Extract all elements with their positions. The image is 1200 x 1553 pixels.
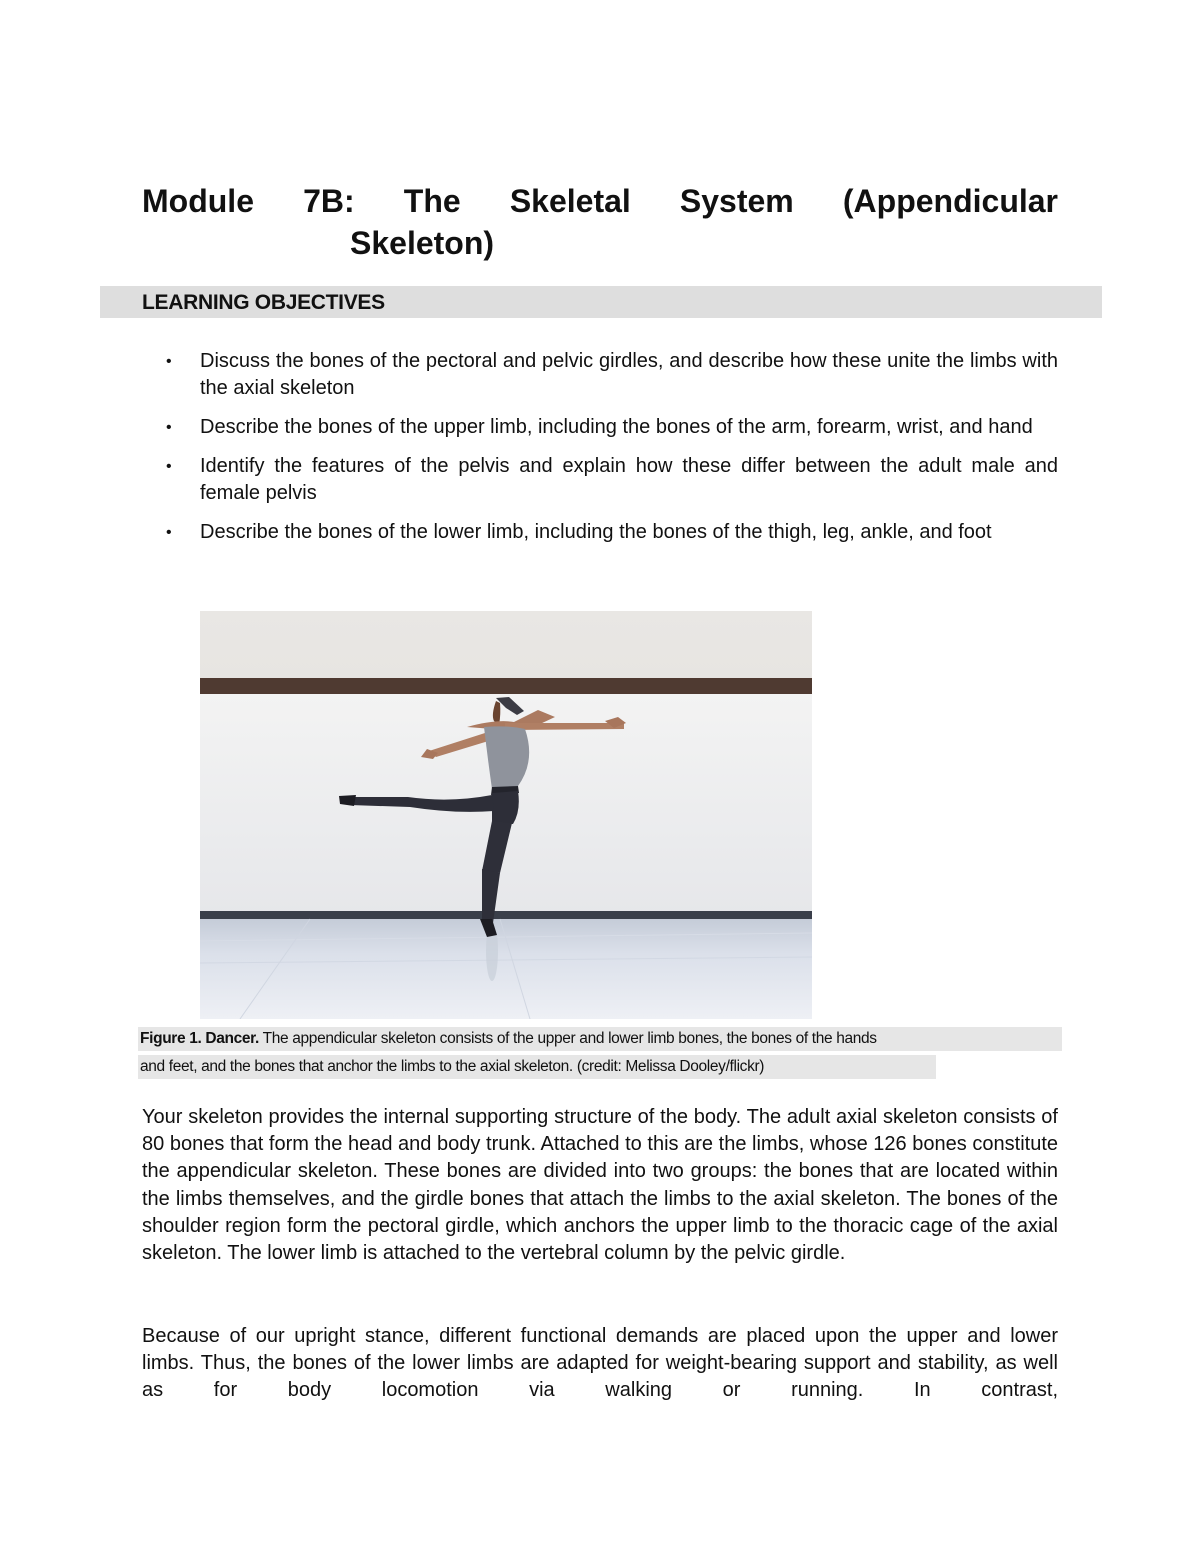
objective-text: Describe the bones of the upper limb, including the bones of the arm, forearm, wrist, and hand — [200, 416, 1033, 438]
learning-objectives-list — [142, 348, 1058, 558]
list-item — [142, 519, 1058, 546]
document-title: Module 7B: The Skeletal System (Appendicular — [142, 183, 1058, 219]
list-item — [142, 414, 1058, 441]
bullet-icon: • — [166, 353, 172, 370]
caption-line-1 — [138, 1027, 1062, 1051]
caption-line-2: and feet, and the bones that anchor the limbs to the axial skeleton. (credit: Melissa Dooley/flickr) — [138, 1055, 936, 1079]
dancer-photo — [200, 611, 812, 1019]
bullet-icon: • — [166, 458, 172, 475]
body-paragraph-2: Because of our upright stance, different functional demands are placed upon the upper and lower limbs. Thus, the bones of the lower limbs are adapted for weight-bearing support and stability, as well as for body locomotion via walking or running. In contrast, — [142, 1325, 1058, 1402]
figure-caption — [138, 1027, 1062, 1083]
caption-label: Figure 1. Dancer. — [140, 1030, 259, 1047]
bullet-icon: • — [166, 419, 172, 436]
caption-text: The appendicular skeleton consists of the upper and lower limb bones, the bones of the hands — [258, 1030, 877, 1047]
bullet-icon: • — [166, 524, 172, 541]
objective-text: Describe the bones of the lower limb, including the bones of the thigh, leg, ankle, and foot — [200, 521, 992, 543]
body-paragraph-1: Your skeleton provides the internal supporting structure of the body. The adult axial skeleton consists of 80 bones that form the head and body trunk. Attached to this are the limbs, whose 126 bones constitute the appendicular skeleton. These bones are divided into two groups: the bones that are located within the limbs themselves, and the girdle bones that attach the limbs to the axial skeleton. The bones of the shoulder region form the pectoral girdle, which anchors the upper limb to the thoracic cage of the axial skeleton. The lower limb is attached to the vertebral column by the pelvic girdle. — [142, 1106, 1058, 1265]
list-item — [142, 453, 1058, 507]
learning-objectives-heading: LEARNING OBJECTIVES — [142, 291, 385, 314]
objective-text: Discuss the bones of the pectoral and pelvic girdles, and describe how these unite the limbs with the axial skeleton — [200, 350, 1058, 399]
objective-text: Identify the features of the pelvis and explain how these differ between the adult male and female pelvis — [200, 455, 1058, 504]
document-title-continued: Skeleton) — [350, 225, 495, 261]
list-item — [142, 348, 1058, 402]
